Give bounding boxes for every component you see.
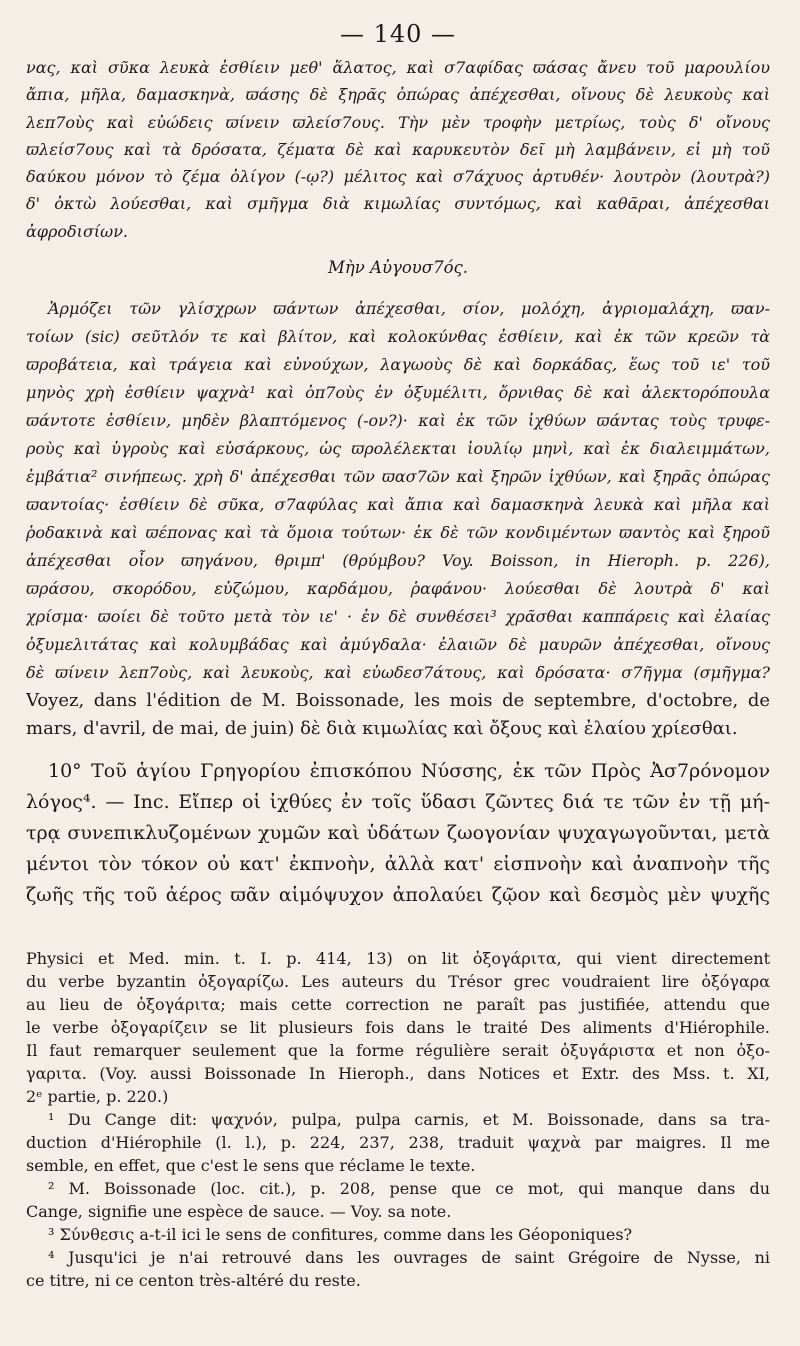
text-line: ζωῆς τῆς τοῦ ἀέρος ϖᾶν αἱμόψυχον ἀπολαύει ζῷον καὶ δεσμὸς μὲν ψυχῆς <box>26 884 770 907</box>
footnote-line: ¹ Du Cange dit: ψαχνόν, pulpa, pulpa carnis, et M. Boissonade, dans sa tra- <box>48 1110 770 1130</box>
text-line: Voyez, dans l'édition de M. Boissonade, les mois de septembre, d'octobre, de <box>26 690 770 712</box>
footnote-line: 2ᵉ partie, p. 220.) <box>26 1087 169 1107</box>
text-line: τοίων (sic) σεῦτλόν τε καὶ βλίτον, καὶ κολοκύνθας ἐσθίειν, καὶ ἐκ τῶν κρεῶν τὰ <box>26 327 770 347</box>
text-line: ϖροβάτεια, καὶ τράγεια καὶ εὐνούχων, λαγωοὺς δὲ καὶ δορκάδας, ἕως τοῦ ιε' τοῦ <box>26 355 770 375</box>
text-line: ϖαντοίας· ἐσθίειν δὲ σῦκα, σ7αφύλας καὶ ἄπια καὶ δαμασκηνὰ λευκὰ καὶ μῆλα καὶ <box>26 495 770 515</box>
entry-10-gregory-of-nyssa <box>26 756 770 911</box>
text-line: ἀπέχεσθαι οἷον ϖηγάνου, θριμπ' (θρύμβου? Voy. Boisson, in Hieroph. p. 226), <box>26 551 770 571</box>
footnotes-section <box>26 947 770 1292</box>
greek-paragraph-august <box>26 295 770 743</box>
text-line: δὲ ϖίνειν λεπ7οὺς, καὶ λευκοὺς, καὶ εὐωδεσ7άτους, καὶ δρόσατα· σ7ῆγμα (σμῆγμα? <box>26 663 770 683</box>
text-line: ροὺς καὶ ὑγροὺς καὶ εὐσάρκους, ὡς ϖρολέλεκται ἰουλίῳ μηνὶ, καὶ ἐκ διαλειμμάτων, <box>26 439 770 459</box>
text-line: 10° Τοῦ ἁγίου Γρηγορίου ἐπισκόπου Νύσσης, ἐκ τῶν Πρὸς Ἀσ7ρόνομον <box>48 760 770 783</box>
text-line: λόγος⁴. — Inc. Εἴπερ οἱ ἰχθύες ἐν τοῖς ὕδασι ζῶντες διά τε τῶν ἐν τῇ μή- <box>26 791 770 814</box>
text-line: mars, d'avril, de mai, de juin) δὲ διὰ κιμωλίας καὶ ὄξους καὶ ἐλαίου χρίεσθαι. <box>26 718 738 740</box>
text-line: ἄπια, μῆλα, δαμασκηνὰ, ϖάσης δὲ ξηρᾶς ὀπώρας ἀπέχεσθαι, οἴνους δὲ λευκοὺς καὶ <box>26 85 770 105</box>
footnote-line: Il faut remarquer seulement que la forme régulière serait ὀξυγάριστα et non ὀξο- <box>26 1041 770 1061</box>
footnote-2 <box>26 1177 770 1223</box>
footnote-line: ³ Σύνθεσις a-t-il ici le sens de confitures, comme dans les Géoponiques? <box>48 1225 633 1245</box>
text-line: λεπ7οὺς καὶ εὐώδεις ϖίνειν ϖλείσ7ους. Τὴν μὲν τροφὴν μετρίως, τοὺς δ' οἴνους <box>26 112 770 132</box>
text-line: ϖλείσ7ους καὶ τὰ δρόσατα, ζέματα δὲ καὶ καρυκευτὸν δεῖ μὴ λαμβάνειν, εἰ μὴ τοῦ <box>26 139 770 159</box>
footnote-line: Physici et Med. min. t. I. p. 414, 13) on lit ὀξογάριτα, qui vient directement <box>26 949 770 969</box>
text-line: Ἁρμόζει τῶν γλίσχρων ϖάντων ἀπέχεσθαι, σίον, μολόχη, ἀγριομαλάχη, ϖαν- <box>48 299 770 319</box>
text-line: τρᾳ συνεπικλυζομένων χυμῶν καὶ ὑδάτων ζωογονίαν ψυχαγωγοῦνται, μετὰ <box>26 822 770 845</box>
page-number: — 140 — <box>339 20 457 48</box>
greek-paragraph-july-end <box>26 54 770 245</box>
text-line: ϖράσου, σκορόδου, εὐζώμου, καρδάμου, ῥαφάνου· λούεσθαι δὲ λουτρὰ δ' καὶ <box>26 579 770 599</box>
section-heading-august: Μὴν Αὐγουσ7ός. <box>327 258 468 278</box>
text-line: ϖάντοτε ἐσθίειν, μηδὲν βλαπτόμενος (-ον?)· καὶ ἐκ τῶν ἰχθύων ϖάντας τοὺς τρυφε- <box>26 411 770 431</box>
text-line: ἐμβάτια² σινήπεως. χρὴ δ' ἀπέχεσθαι τῶν ϖασ7ῶν καὶ ξηρῶν ἰχθύων, καὶ ξηρᾶς ὀπώρας <box>26 467 770 487</box>
text-line: δ' ὀκτὼ λούεσθαι, καὶ σμῆγμα διὰ κιμωλίας συντόμως, καὶ καθᾶραι, ἀπέχεσθαι <box>26 194 770 214</box>
text-line: νας, καὶ σῦκα λευκὰ ἐσθίειν μεθ' ἅλατος, καὶ σ7αφίδας ϖάσας ἄνευ τοῦ μαρουλίου <box>26 58 770 77</box>
footnote-line: γαριτα. (Voy. aussi Boissonade In Hieroph., dans Notices et Extr. des Mss. t. XI, <box>26 1064 770 1084</box>
footnote-line: ce titre, ni ce centon très-altéré du reste. <box>26 1271 361 1291</box>
text-line: ῥοδακινὰ καὶ ϖέπονας καὶ τὰ ὅμοια τούτων· ἐκ δὲ τῶν κονδιμέντων ϖαντὸς καὶ ξηροῦ <box>26 523 770 543</box>
text-line: ὀξυμελιτάτας καὶ κολυμβάδας καὶ ἀμύγδαλα· ἐλαιῶν δὲ μαυρῶν ἀπέχεσθαι, οἴνους <box>26 635 770 655</box>
text-line: ἀφροδισίων. <box>26 221 129 241</box>
footnote-line: au lieu de ὀξογάριτα; mais cette correction ne paraît pas justifiée, attendu que <box>26 995 770 1015</box>
footnote-line: Cange, signifie une espèce de sauce. — Voy. sa note. <box>26 1202 452 1222</box>
footnote-line: duction d'Hiérophile (l. l.), p. 224, 237, 238, traduit ψαχνὰ par maigres. Il me <box>26 1133 770 1153</box>
footnote-line: ⁴ Jusqu'ici je n'ai retrouvé dans les ouvrages de saint Grégoire de Nysse, ni <box>48 1248 770 1268</box>
footnote-4 <box>26 1246 770 1292</box>
text-line: μέντοι τὸν τόκον οὐ κατ' ἐκπνοὴν, ἀλλὰ κατ' εἰσπνοὴν καὶ ἀναπνοὴν τῆς <box>26 853 770 876</box>
text-line: χρίσμα· ϖοίει δὲ τοῦτο μετὰ τὸν ιε' · ἐν δὲ συνθέσει³ χρᾶσθαι καππάρεις καὶ ἐλαίας <box>26 607 770 627</box>
footnote-line: du verbe byzantin ὀξογαρίζω. Les auteurs du Trésor grec voudraient lire ὀξόγαρα <box>26 972 770 992</box>
footnote-3 <box>26 1223 770 1246</box>
footnote-line: le verbe ὀξογαρίζειν se lit plusieurs fois dans le traité Des aliments d'Hiérophile. <box>26 1018 770 1038</box>
footnote-line: ² M. Boissonade (loc. cit.), p. 208, pense que ce mot, qui manque dans du <box>48 1179 770 1199</box>
text-line: μηνὸς χρὴ ἐσθίειν ψαχνὰ¹ καὶ ὀπ7οὺς ἐν ὀξυμέλιτι, ὄρνιθας δὲ καὶ ἀλεκτορόπουλα <box>26 383 770 403</box>
footnote-1 <box>26 1108 770 1177</box>
footnote-continuation <box>26 947 770 1108</box>
text-line: δαύκου μόνον τὸ ζέμα ὀλίγον (-ῳ?) μέλιτος καὶ σ7άχυος ἀρτυθέν· λουτρὸν (λουτρὰ?) <box>26 167 770 187</box>
footnote-line: semble, en effet, que c'est le sens que réclame le texte. <box>26 1156 476 1176</box>
